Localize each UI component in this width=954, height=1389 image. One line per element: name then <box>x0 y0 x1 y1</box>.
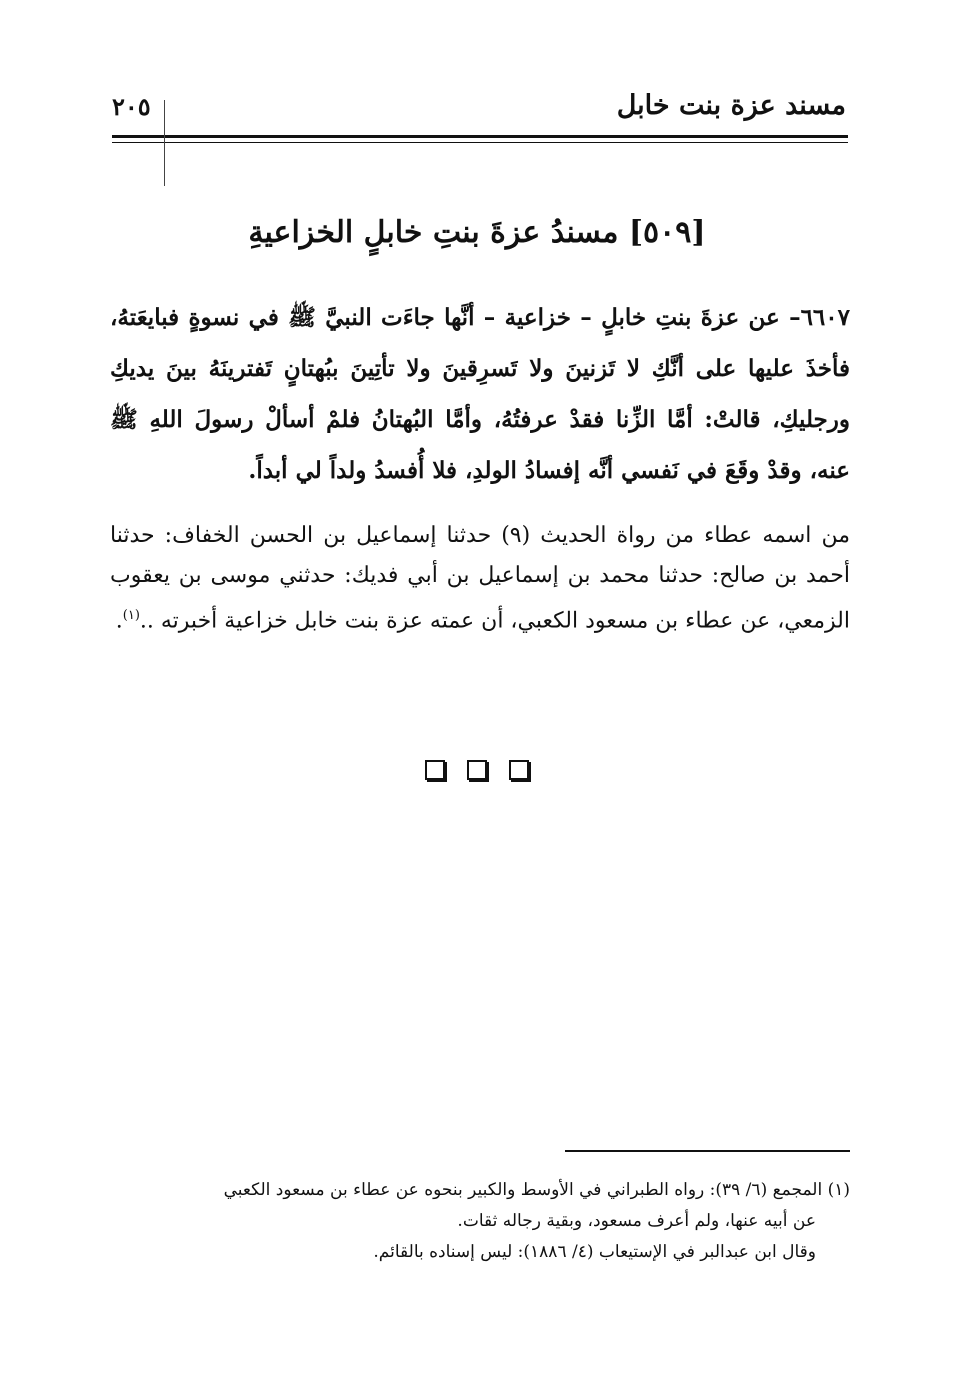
footnote-reference: (١) <box>122 608 140 623</box>
header-vertical-divider <box>164 100 165 186</box>
isnad-body: من اسمه عطاء من رواة الحديث (٩) حدثنا إسماعيل بن الحسن الخفاف: حدثنا أحمد بن صالح: حدثنا محمد بن إسماعيل بن أبي فديك: حدثني موسى بن يعقوب الزمعي، عن عطاء بن مسعود الكعبي، أن عمته عزة بنت خابل خزاعية أخبرته .. <box>110 523 850 634</box>
footnote-line-2: عن أبيه عنها، ولم أعرف مسعود، وبقية رجاله ثقات. <box>457 1211 816 1231</box>
footnote-line-3: وقال ابن عبدالبر في الإستيعاب (٤/ ١٨٨٦): ليس إسناده بالقائم. <box>373 1242 816 1262</box>
footnote-rule <box>565 1150 850 1152</box>
footnotes <box>110 1175 850 1268</box>
running-header-title: مسند عزة بنت خابل <box>616 90 846 121</box>
section-separator <box>0 760 954 780</box>
header-rule-thin <box>112 142 848 143</box>
header-rule-thick <box>112 135 848 138</box>
separator-box-icon <box>509 760 529 780</box>
isnad-text <box>110 516 850 641</box>
section-title: [٥٠٩] مسندُ عزةَ بنتِ خابلٍ الخزاعيةِ <box>248 215 706 250</box>
page-number: ٢٠٥ <box>112 92 151 121</box>
separator-box-icon <box>425 760 445 780</box>
hadith-text: ٦٦٠٧– عن عزةَ بنتِ خابلٍ – خزاعية – أنَّها جاءَت النبيَّ ﷺ في نسوةٍ فبايعَتهُ، فأخذَ عليها على أنَّكِ لا تَزنينَ ولا تَسرِقينَ ولا تأتِينَ ببُهتانٍ تَفترينَهُ بينَ يديكِ ورجليكِ، قالتْ: أمَّا الزِّنا فقدْ عرفتُهُ، وأمَّا البُهتانُ فلمْ أسألْ رسولَ اللهِ ﷺ عنه، وقدْ وقَعَ في نَفسي أنَّه إفسادُ الولدِ، فلا أُفسدُ ولداً لي أبداً. <box>110 304 850 484</box>
separator-box-icon <box>467 760 487 780</box>
footnote-line-1: (١) المجمع (٦/ ٣٩): رواه الطبراني في الأوسط والكبير بنحوه عن عطاء بن مسعود الكعبي <box>223 1180 850 1200</box>
isnad-end-period: . <box>115 608 123 634</box>
